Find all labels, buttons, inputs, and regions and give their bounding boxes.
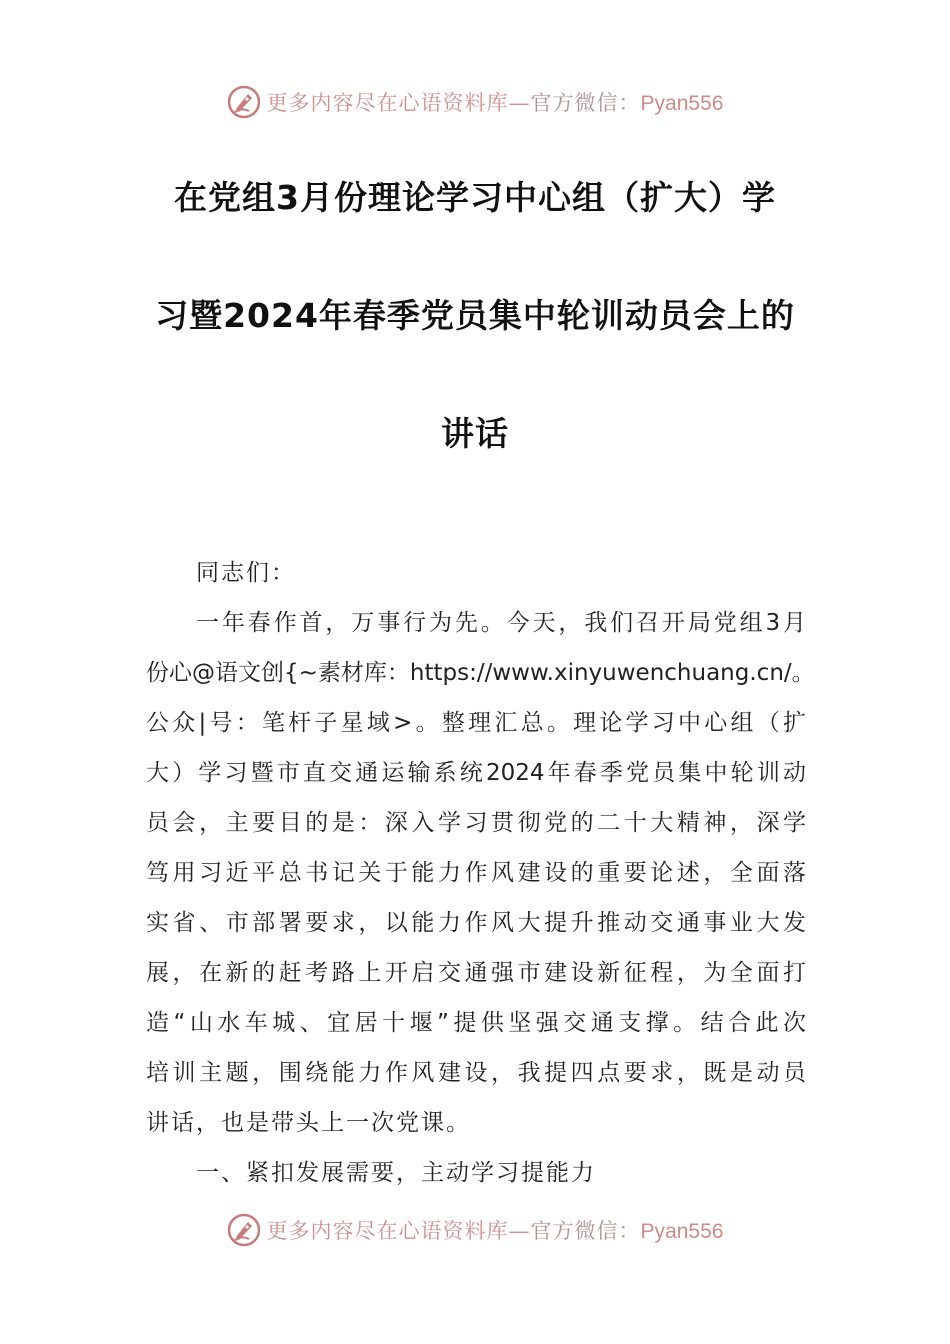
watermark-dash: — bbox=[508, 91, 531, 115]
watermark-text bbox=[267, 87, 724, 117]
section-heading: 一、紧扣发展需要，主动学习提能力 bbox=[196, 1160, 596, 1186]
body-line: 员会，主要目的是：深入学习贯彻党的二十大精神，深学 bbox=[146, 810, 806, 836]
body-line: 造“山水车城、宜居十堰”提供坚强交通支撑。结合此次 bbox=[146, 1010, 806, 1036]
watermark-text bbox=[267, 1215, 724, 1245]
body-line: 大）学习暨市直交通运输系统2024年春季党员集中轮训动 bbox=[146, 760, 806, 786]
pen-nib-logo-icon bbox=[227, 85, 261, 119]
watermark-dash: — bbox=[508, 1219, 531, 1243]
watermark-account: Pyan556 bbox=[640, 92, 724, 115]
body-line: 培训主题，围绕能力作风建设，我提四点要求，既是动员 bbox=[146, 1060, 806, 1086]
body-line: 实省、市部署要求，以能力作风大提升推动交通事业大发 bbox=[146, 910, 806, 936]
body-line: 讲话，也是带头上一次党课。 bbox=[146, 1110, 471, 1136]
watermark-banner-bottom bbox=[0, 1208, 950, 1252]
body-line: 份心@语文创{~素材库：https://www.xinyuwenchuang.cn/。 bbox=[146, 660, 815, 686]
body-line: 一年春作首，万事行为先。今天，我们召开局党组3月 bbox=[196, 610, 806, 636]
body-line: 公众|号：笔杆子星域>。整理汇总。理论学习中心组（扩 bbox=[146, 710, 806, 736]
watermark-wechat-label: 官方微信： bbox=[530, 91, 641, 115]
body-line: 展，在新的赶考路上开启交通强市建设新征程，为全面打 bbox=[146, 960, 806, 986]
watermark-wechat-label: 官方微信： bbox=[530, 1219, 641, 1243]
pen-nib-logo-icon bbox=[227, 1213, 261, 1247]
salutation: 同志们： bbox=[196, 560, 296, 586]
title-line: 习暨2024年春季党员集中轮训动员会上的 bbox=[155, 296, 795, 335]
watermark-main-text: 更多内容尽在心语资料库 bbox=[266, 1219, 509, 1243]
watermark-account: Pyan556 bbox=[640, 1220, 724, 1243]
title-line: 讲话 bbox=[441, 414, 509, 453]
title-line: 在党组3月份理论学习中心组（扩大）学 bbox=[174, 178, 776, 217]
body-line: 笃用习近平总书记关于能力作风建设的重要论述，全面落 bbox=[146, 860, 806, 886]
watermark-main-text: 更多内容尽在心语资料库 bbox=[266, 91, 509, 115]
document-title bbox=[0, 168, 950, 522]
watermark-banner-top bbox=[0, 80, 950, 124]
document-body bbox=[146, 548, 815, 1198]
